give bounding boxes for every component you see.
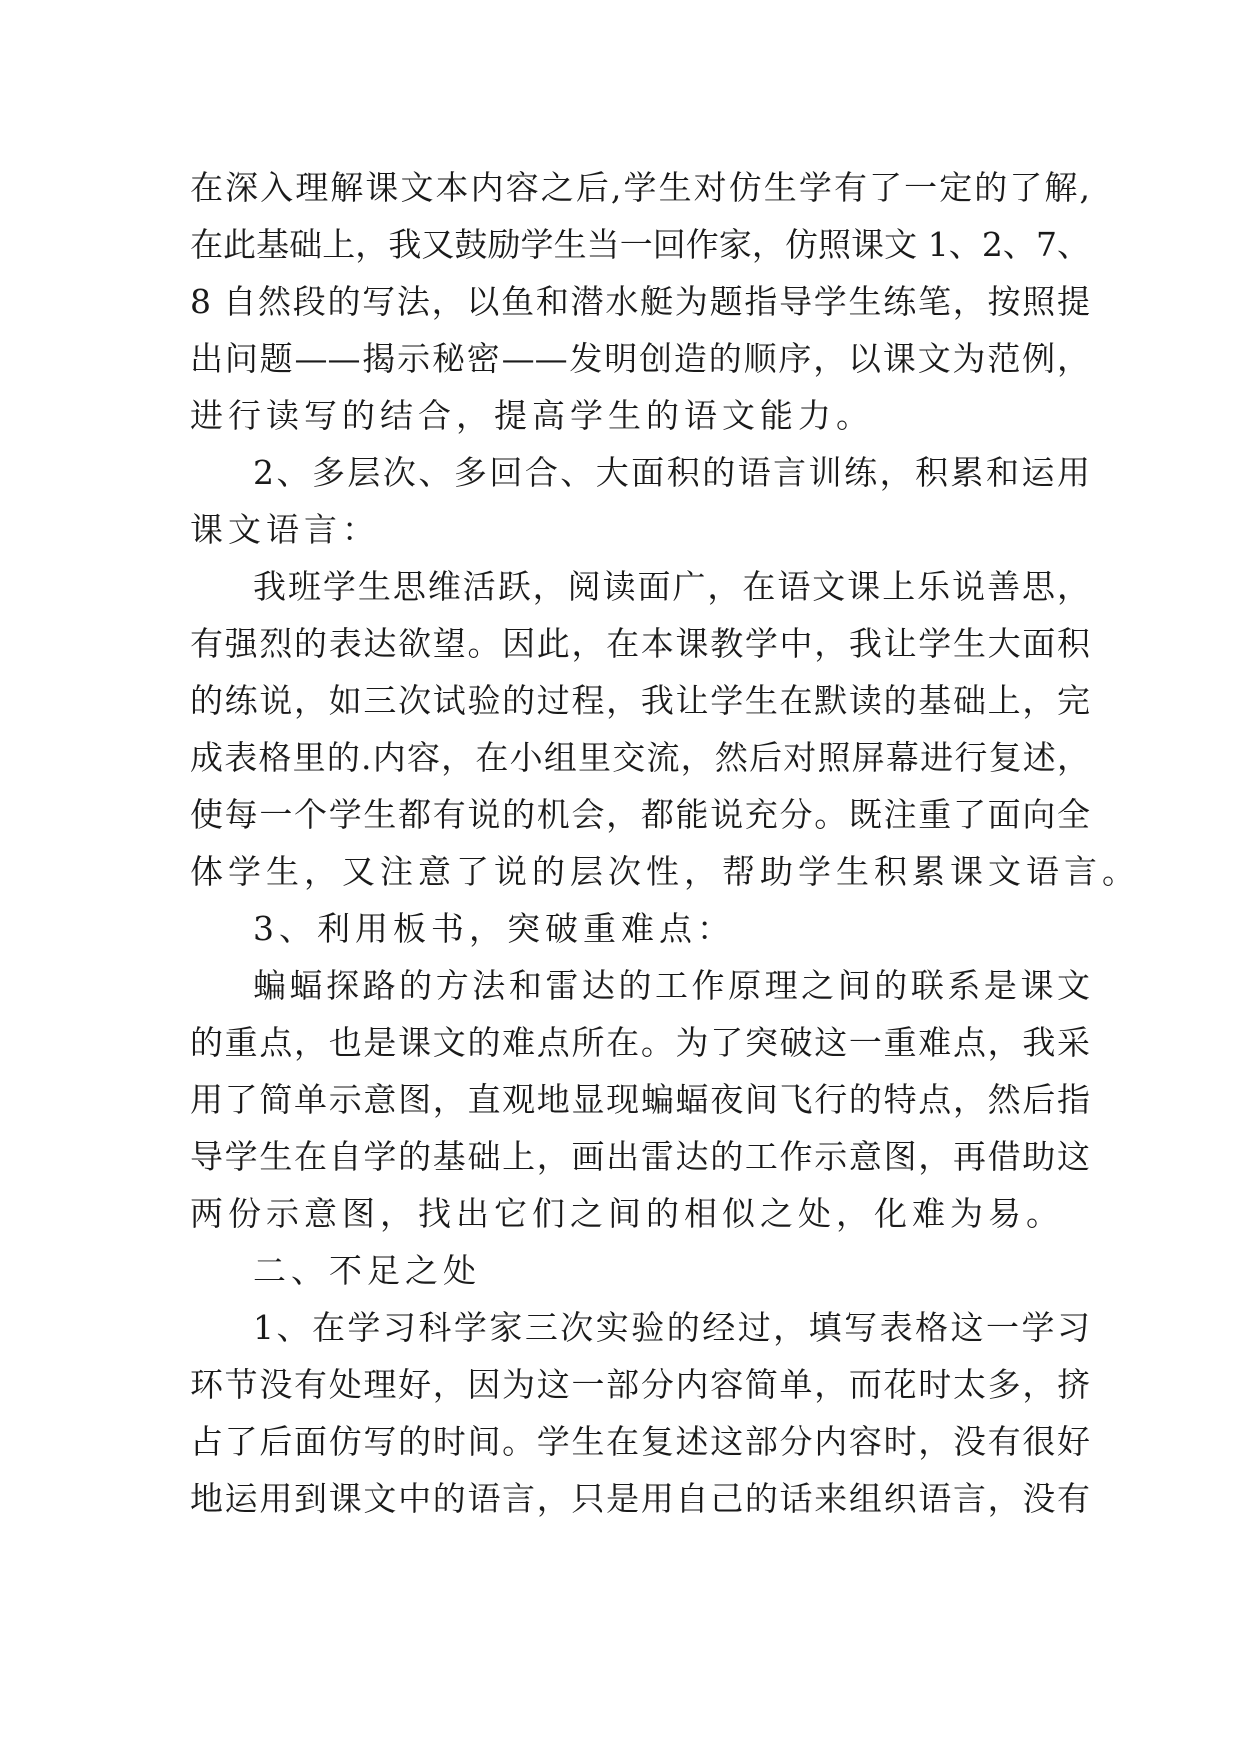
text-line: 导学生在自学的基础上，画出雷达的工作示意图，再借助这 <box>190 1137 1090 1176</box>
text-line: 8 自然段的写法，以鱼和潜水艇为题指导学生练笔，按照提 <box>190 282 1090 321</box>
text-line: 进行读写的结合，提高学生的语文能力。 <box>190 396 874 435</box>
text-line: 成表格里的.内容，在小组里交流，然后对照屏幕进行复述， <box>190 738 1090 777</box>
text-line: 两份示意图，找出它们之间的相似之处，化难为易。 <box>190 1194 1064 1233</box>
text-line: 占了后面仿写的时间。学生在复述这部分内容时，没有很好 <box>190 1422 1090 1461</box>
text-line: 蝙蝠探路的方法和雷达的工作原理之间的联系是课文 <box>253 966 1090 1005</box>
section-heading: 3、利用板书，突破重难点： <box>253 909 735 948</box>
text-line: 在此基础上，我又鼓励学生当一回作家，仿照课文 1、2、7、 <box>190 225 1090 264</box>
text-line: 在深入理解课文本内容之后,学生对仿生学有了一定的了解, <box>190 168 1090 207</box>
text-line: 环节没有处理好，因为这一部分内容简单，而花时太多，挤 <box>190 1365 1090 1404</box>
text-line: 有强烈的表达欲望。因此，在本课教学中，我让学生大面积 <box>190 624 1090 663</box>
text-line: 体学生，又注意了说的层次性，帮助学生积累课文语言。 <box>190 852 1140 891</box>
section-heading-continuation: 课文语言： <box>190 510 380 549</box>
text-line: 使每一个学生都有说的机会，都能说充分。既注重了面向全 <box>190 795 1090 834</box>
text-line: 我班学生思维活跃，阅读面广，在语文课上乐说善思， <box>253 567 1090 606</box>
text-line: 用了简单示意图，直观地显现蝙蝠夜间飞行的特点，然后指 <box>190 1080 1090 1119</box>
text-line: 1、在学习科学家三次实验的经过，填写表格这一学习 <box>253 1308 1090 1347</box>
section-heading: 2、多层次、多回合、大面积的语言训练，积累和运用 <box>253 453 1090 492</box>
text-line: 的重点，也是课文的难点所在。为了突破这一重难点，我采 <box>190 1023 1090 1062</box>
text-line: 的练说，如三次试验的过程，我让学生在默读的基础上，完 <box>190 681 1090 720</box>
section-heading: 二、不足之处 <box>253 1251 481 1290</box>
text-line: 地运用到课文中的语言，只是用自己的话来组织语言，没有 <box>190 1479 1090 1518</box>
text-line: 出问题——揭示秘密——发明创造的顺序，以课文为范例， <box>190 339 1090 378</box>
